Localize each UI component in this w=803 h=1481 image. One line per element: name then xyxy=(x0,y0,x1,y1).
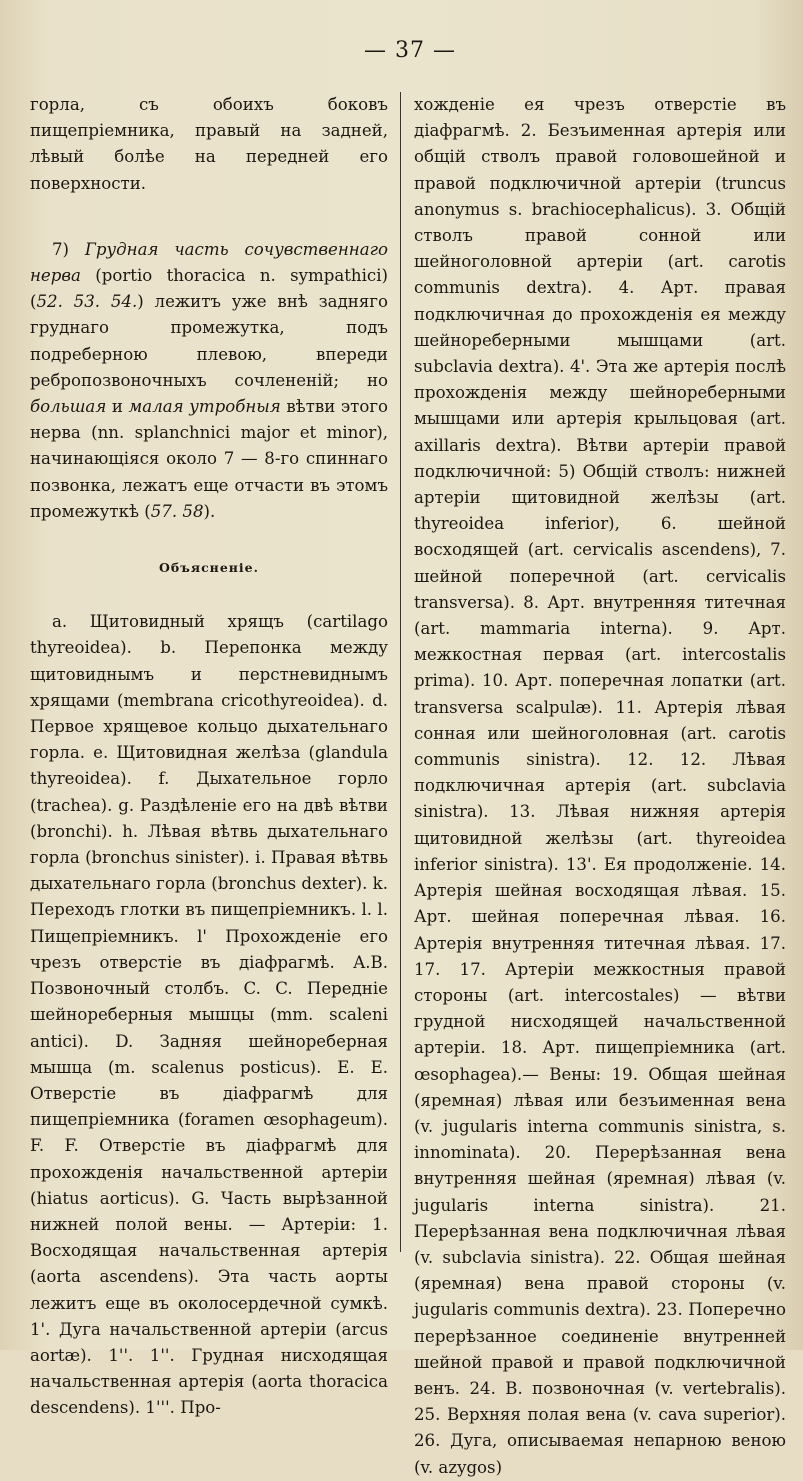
explanation-continued: хожденіе ея чрезъ отверстіе въ діафрагмѣ. 2. Безъименная артерія или общій стволъ правой головошейной и правой подключичной артеріи (truncus anonymus s. brachiocephalicus). 3. Общій стволъ правой сонной или шейноголовной артеріи (art. carotis communis dextra). 4. Арт. правая подключичная до прохожденія ея между шейнореберными мышцами (art. subclavia dextra). 4'. Эта же артерія послѣ прохожденія между шейнореберными мышцами или артерія крыльцовая (art. axillaris dextra). Вѣтви артеріи правой подключичной: 5) Общій стволъ: нижней артеріи щитовидной желѣзы (art. thyreoidea inferior), 6. шейной восходящей (art. cervicalis ascendens), 7. шейной поперечной (art. cervicalis transversa). 8. Арт. внутренняя титечная (art. mammaria interna). 9. Арт. межкостная первая (art. intercostalis prima). 10. Арт. поперечная лопатки (art. transversa scalpulæ). 11. Артерія лѣвая сонная или шейноголовная (art. carotis communis sinistra). 12. 12. Лѣвая подключичная артерія (art. subclavia sinistra). 13. Лѣвая нижняя артерія щитовидной желѣзы (art. thyreoidea inferior sinistra). 13'. Ея продолженіе. 14. Артерія шейная восходящая лѣвая. 15. Арт. шейная поперечная лѣвая. 16. Артерія внутренняя титечная лѣвая. 17. 17. 17. Артеріи межкостныя правой стороны (art. intercostales) — вѣтви грудной нисходящей начальственной артеріи. 18. Арт. пищепріемника (art. œsophagea).— Вены: 19. Общая шейная (яремная) лѣвая или безъименная вена (v. jugularis interna communis sinistra, s. innominata). 20. Перерѣзанная вена внутренняя шейная (яремная) лѣвая (v. jugularis interna sinistra). 21. Перерѣзанная вена подключичная лѣвая (v. subclavia sinistra). 22. Общая шейная (яремная) вена правой стороны (v. jugularis communis dextra). 23. Поперечно перерѣзанное соединеніе внутренней шейной правой и правой подключичной венъ. 24. В. позвоночная (v. vertebralis). 25. Верхняя полая вена (v. cava superior). 26. Дуга, описываемая непарною веною (v. azygos) xyxy=(414,95,786,1477)
figure-refs: 57. 58 xyxy=(150,501,204,521)
paragraph-larynx-sides: горла, съ обоихъ боковъ пищепріемника, правый на задней, лѣвый болѣе на передней его поверхности. xyxy=(30,95,388,193)
figure-refs: 52. 53. 54. xyxy=(36,292,138,312)
paragraph-sympathetic-nerve: 7) Грудная часть сочувственнаго нерва (portio thoracica n. sympathici) (52. 53. 54.) лежитъ уже внѣ задняго груднаго промежутка, подъ подреберною плевою, впереди ребропозвоночныхъ сочлененій; но большая и малая утробныя вѣтви этого нерва (nn. splanchnici major et minor), начинающіяся около 7 — 8-го спиннаго позвонка, лежатъ еще отчасти въ этомъ промежуткѣ (57. 58). xyxy=(30,239,388,521)
column-divider xyxy=(400,92,401,1252)
section-title: Грудная часть сочувственнаго нерва xyxy=(30,239,388,286)
right-column xyxy=(414,92,786,1481)
left-column xyxy=(30,92,388,1422)
explanation-text: a. Щитовидный хрящъ (cartilago thyreoidea). b. Перепонка между щитовиднымъ и перстневиднымъ хрящами (membrana cricothyreoidea). d. Первое хрящевое кольцо дыхательнаго горла. e. Щитовидная желѣза (glandula thyreoidea). f. Дыхательное горло (trachea). g. Раздѣленіе его на двѣ вѣтви (bronchi). h. Лѣвая вѣтвь дыхательнаго горла (bronchus sinister). i. Правая вѣтвь дыхательнаго горла (bronchus dexter). k. Переходъ глотки въ пищепріемникъ. l. l. Пищепріемникъ. l' Прохожденіе его чрезъ отверстіе въ діафрагмѣ. A.B. Позвоночный столбъ. C. C. Передніе шейнореберныя мышцы (mm. scaleni antici). D. Задняя шейнореберная мышца (m. scalenus posticus). E. E. Отверстіе въ діафрагмѣ для пищепріемника (foramen œsophageum). F. F. Отверстіе въ діафрагмѣ для прохожденія начальственной артеріи (hiatus aorticus). G. Часть вырѣзанной нижней полой вены. — Артеріи: 1. Восходящая начальственная артерія (aorta ascendens). Эта часть аорты лежитъ еще въ околосердечной сумкѣ. 1'. Дуга начальственной артеріи (arcus aortæ). 1''. 1''. Грудная нисходящая начальственная артерія (aorta thoracica descendens). 1'''. Про- xyxy=(30,612,388,1418)
explanation-heading: Объясненіе. xyxy=(159,560,259,576)
page-number: — 37 — xyxy=(364,38,456,63)
